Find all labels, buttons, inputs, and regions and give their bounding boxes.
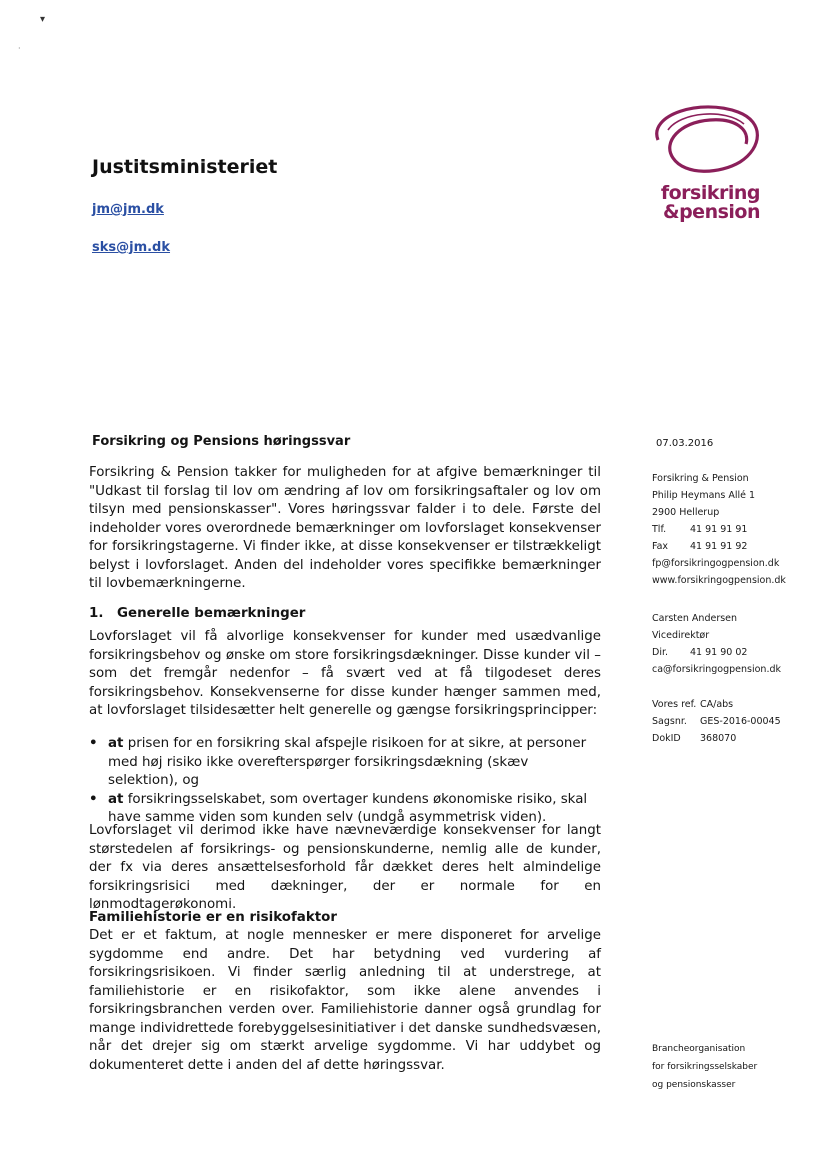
contact-block <box>652 610 781 678</box>
section-heading <box>89 606 305 621</box>
sender-street: Philip Heymans Allé 1 <box>652 490 756 501</box>
section-paragraph: Lovforslaget vil få alvorlige konsekvenser for kunder med usædvanlige forsikringsbehov og ønske om store forsikringsdækninger. Disse kunder vil – som det fremgår nedenfor – få svært ved at få tilgodeset deres forsikringsbehov. Konsekvenserne for disse kunder hænger sammen med, at lovforslaget tilsidesætter helt generelle og gængse forsikringsprincipper: <box>89 629 601 718</box>
contact-title: Vicedirektør <box>652 630 710 641</box>
logo-wordmark <box>644 184 760 222</box>
addressee-email-link[interactable]: jm@jm.dk <box>92 202 164 217</box>
section-number: 1. <box>89 606 104 621</box>
list-item <box>89 735 601 791</box>
letter-date: 07.03.2016 <box>656 438 714 449</box>
footer-block <box>652 1040 757 1094</box>
sender-fax <box>652 538 786 555</box>
bullet-lead: at <box>108 791 124 807</box>
label: Vores ref. <box>652 699 697 710</box>
contact-name: Carsten Andersen <box>652 613 738 624</box>
subsection-paragraph: Det er et faktum, at nogle mennesker er mere disponeret for arvelige sygdomme end andre. Det har betydning ved vurdering af forsikringsrisikoen. Vi finder særlig anledning til at understrege, at familiehistorie er en risikofaktor, som ikke alene anvendes i forsikringsbranchen verden over. Familiehistorie danner også grundlag for mange individrettede forebyggelsesinitiativer i det danske sundhedsvæsen, når det drejer sig om stærkt arvelige sygdomme. Vi har uddybet og dokumenteret dette i anden del af dette høringssvar. <box>89 928 601 1073</box>
ref-row <box>652 730 781 747</box>
contact-direct <box>652 644 781 661</box>
footer-line: og pensionskasser <box>652 1080 736 1090</box>
label: Tlf. <box>652 524 667 535</box>
bullet-list <box>89 735 601 828</box>
bullet-lead: at <box>108 736 124 751</box>
sender-block <box>652 470 786 589</box>
value: 368070 <box>700 733 737 744</box>
logo-line: forsikring <box>660 182 760 204</box>
scan-mark: ▾ <box>40 14 46 25</box>
value: 41 91 91 92 <box>690 541 748 552</box>
addressee-email-link[interactable]: sks@jm.dk <box>92 240 171 255</box>
label: Fax <box>652 541 669 552</box>
sender-web[interactable]: www.forsikringogpension.dk <box>652 575 786 586</box>
intro-paragraph: Forsikring & Pension takker for muligheden for at afgive bemærkninger til "Udkast til forslag til lov om ændring af lov om forsikringsaftaler og lov om tilsyn med pensionskasser". Vores høringssvar falder i to dele. Første del indeholder vores overordnede bemærkninger om lovforslaget konsekvenser for forsikringstagerne. Vi finder ikke, at disse konsekvenser er tilstrækkeligt belyst i lovforslaget. Anden del indeholder vores specifikke bemærkninger til lovbemærkningerne. <box>89 465 601 591</box>
label: Sagsnr. <box>652 716 687 727</box>
section-paragraph: Lovforslaget vil derimod ikke have nævneværdige konsekvenser for langt størstedelen af forsikrings- og pensionskunderne, nemlig alle de kunder, der fx via deres ansættelsesforhold får dækket deres helt almindelige forsikringsrisici med dækninger, der er normale for en lønmodtagerøkonomi. <box>89 823 601 912</box>
ref-row <box>652 696 781 713</box>
letter-subject: Forsikring og Pensions høringssvar <box>92 434 351 449</box>
value: 41 91 91 91 <box>690 524 748 535</box>
value: GES-2016-00045 <box>700 716 781 727</box>
ref-row <box>652 713 781 730</box>
bullet-icon: • <box>89 736 98 751</box>
bullet-text: forsikringsselskabet, som overtager kundens økonomiske risiko, skal have samme viden som kunden selv (undgå asymmetrisk viden). <box>108 791 588 825</box>
sender-phone <box>652 521 786 538</box>
footer-line: for forsikringsselskaber <box>652 1062 758 1072</box>
value: 41 91 90 02 <box>690 647 748 658</box>
footer-line: Brancheorganisation <box>652 1044 746 1054</box>
sender-email[interactable]: fp@forsikringogpension.dk <box>652 558 780 569</box>
label: DokID <box>652 733 681 744</box>
bullet-icon: • <box>89 791 98 807</box>
contact-email[interactable]: ca@forsikringogpension.dk <box>652 664 782 675</box>
value: CA/abs <box>700 699 734 710</box>
reference-block <box>652 696 781 747</box>
sender-org: Forsikring & Pension <box>652 473 749 484</box>
bullet-text: prisen for en forsikring skal afspejle risikoen for at sikre, at personer med høj risiko ikke overefterspørger forsikringsdækning (skæv selektion), og <box>108 736 587 788</box>
logo-line: &pension <box>663 201 760 223</box>
section-title: Generelle bemærkninger <box>117 606 306 621</box>
sender-city: 2900 Hellerup <box>652 507 720 518</box>
scan-mark: · <box>18 44 21 53</box>
subsection-heading: Familiehistorie er en risikofaktor <box>89 910 337 925</box>
addressee-name: Justitsministeriet <box>92 156 278 178</box>
label: Dir. <box>652 647 669 658</box>
